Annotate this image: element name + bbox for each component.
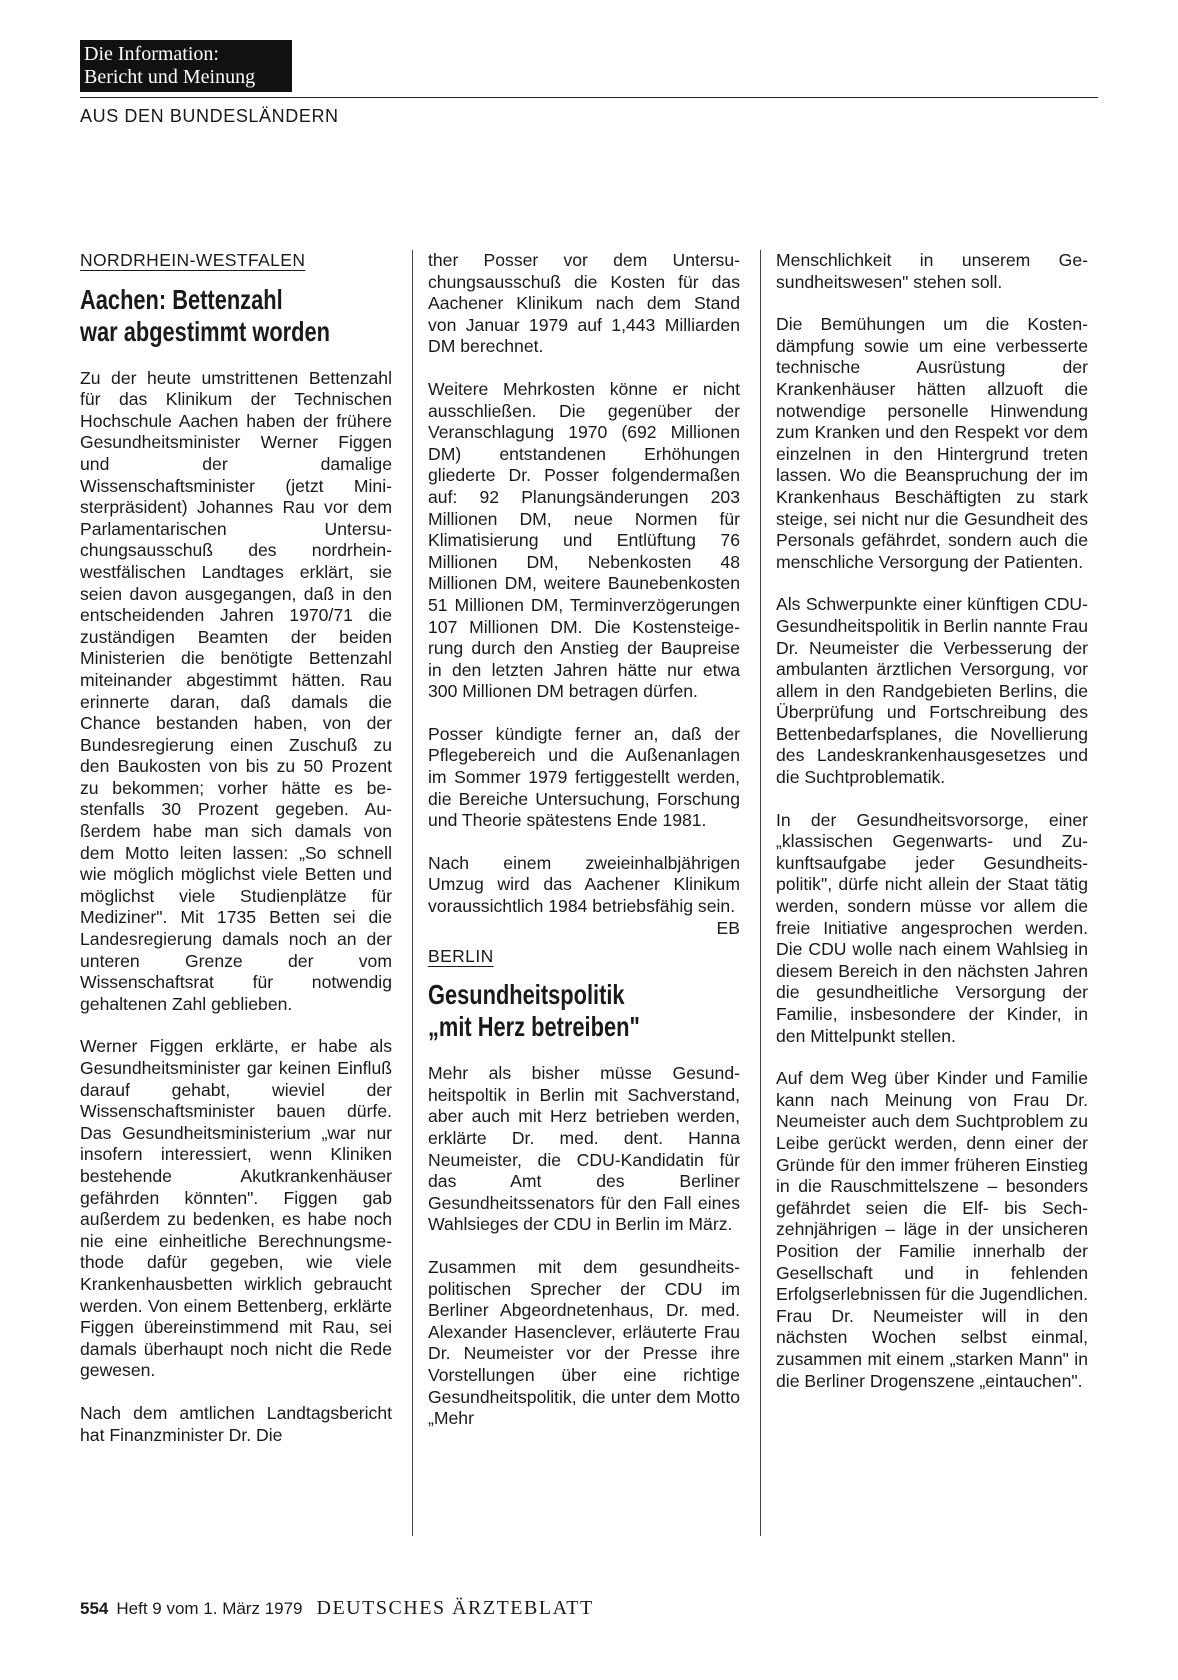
page-kicker: AUS DEN BUNDESLÄNDERN [80, 106, 339, 126]
page-number: 554 [80, 1599, 109, 1618]
article1-paragraph: Nach dem amtlichen Landtagsbericht hat Finanzminister Dr. Die [80, 1402, 392, 1445]
article2-paragraph: Menschlichkeit in unserem Gesundheitswesen" stehen soll. [776, 250, 1088, 292]
article2-paragraph: Die Bemühungen um die Kostendämpfung sowie um eine verbesserte technische Ausrüstung der Krankenhäuser hätten allzuoft die notwendige personelle Hinwendung zum Kranken und den Respekt vor dem einzelnen in den Hintergrund treten lassen. Wo die Beanspruchung der im Krankenhaus Beschäftigten zu stark steige, sei nicht nur die Gesundheit des Personals gefährdet, sondern auch die menschliche Versorgung der Patienten. [776, 314, 1088, 572]
article2-headline-line1: Gesundheitspolitik [428, 979, 625, 1011]
column-1 [80, 250, 392, 1467]
section-label-nrw: NORDRHEIN-WESTFALEN [80, 250, 306, 270]
column-2 [428, 250, 740, 1451]
article1-headline-line2: war abgestimmt worden [80, 315, 331, 347]
section-header-box [80, 40, 292, 92]
article2-paragraph: Auf dem Weg über Kinder und Familie kann nach Meinung von Frau Dr. Neumeister auch dem Suchtproblem zu Leibe gerückt werden, denn einer der Gründe für den immer früheren Einstieg in die Rauschmittelszene – besonders gefährdet seien die Elf- bis Sechzehnjährigen – läge in der unsicheren Position der Familie innerhalb der Gesellschaft und in fehlenden Erfolgserlebnissen für die Jugendlichen. Frau Dr. Neumeister will in den nächsten Wochen selbst einmal, zusammen mit einem „starken Mann" in die Berliner Drogenszene „eintauchen". [776, 1068, 1088, 1391]
article1-paragraph: Zu der heute umstrittenen Bettenzahl für das Klinikum der Technischen Hochschule Aachen haben der frühere Gesundheitsminister Werner Figgen und der damalige Wissenschaftsminister (jetzt Ministerpräsident) Johannes Rau vor dem Parlamentarischen Untersuchungsausschuß des nordrheinwestfälischen Landtages erklärt, sie seien davon ausgegangen, daß in den entscheidenden Jahren 1970/71 die zuständigen Beamten der beiden Ministerien die benötigte Bettenzahl miteinander abgestimmt hätten. Rau erinnerte daran, daß damals die Chance bestanden haben, von der Bundesregierung einen Zuschuß zu den Baukosten von bis zu 50 Prozent zu bekommen; vorher hätte es bestenfalls 30 Prozent gegeben. Außerdem habe man sich damals von dem Motto leiten lassen: „So schnell wie möglich möglichst viele Betten und möglichst viele Studienplätze für Mediziner". Mit 1735 Betten sei die Landesregierung damals noch an der unteren Grenze der vom Wissenschaftsrat für notwendig gehaltenen Zahl geblieben. [80, 367, 392, 1014]
column-3 [776, 250, 1088, 1413]
top-divider [80, 97, 1098, 98]
article2-paragraph: In der Gesundheitsvorsorge, einer „klassischen Gegenwarts- und Zukunftsaufgabe jeder Gesundheitspolitik", dürfe nicht allein der Staat tätig werden, sondern müsse vor allem die freie Initiative angesprochen werden. Die CDU wolle nach einem Wahlsieg in diesem Bereich in den nächsten Jahren die gesundheitliche Versorgung der Familie, insbesondere der Kinder, in den Mittelpunkt stellen. [776, 809, 1088, 1046]
article2-paragraph: Als Schwerpunkte einer künftigen CDU-Gesundheitspolitik in Berlin nannte Frau Dr. Neumeister die Verbesserung der ambulanten ärztlichen Versorgung, vor allem in den Randgebieten Berlins, die Überprüfung und Fortschreibung des Bettenbedarfsplanes, die Novellierung des Landeskrankenhausgesetzes und die Suchtproblematik. [776, 594, 1088, 788]
header-box-line1: Die Information: [84, 43, 219, 65]
article2-headline [428, 979, 740, 1043]
article1-paragraph: Posser kündigte ferner an, daß der Pflegebereich und die Außenanlagen im Sommer 1979 fertiggestellt werden, die Bereiche Untersuchung, Forschung und Theorie spätestens Ende 1981. [428, 723, 740, 831]
article2-paragraph: Zusammen mit dem gesundheitspolitischen Sprecher der CDU im Berliner Abgeordnetenhaus, Dr. med. Alexander Hasenclever, erläuterte Frau Dr. Neumeister vor der Presse ihre Vorstellungen über eine richtige Gesundheitspolitik, die unter dem Motto „Mehr [428, 1256, 740, 1429]
article1-paragraph: Werner Figgen erklärte, er habe als Gesundheitsminister gar keinen Einfluß darauf gehabt, wieviel der Wissenschaftsminister bauen dürfe. Das Gesundheitsministerium „war nur insofern interessiert, wenn Kliniken bestehende Akutkrankenhäuser gefährden könnten". Figgen gab außerdem zu bedenken, es habe noch nie eine einheitliche Berechnungsmethode dafür gegeben, wie viele Krankenhausbetten wirklich gebraucht werden. Von einem Bettenberg, erklärte Figgen übereinstimmend mit Rau, sei damals überhaupt noch nicht die Rede gewesen. [80, 1036, 392, 1381]
issue-info: Heft 9 vom 1. März 1979 [116, 1599, 303, 1618]
article2-headline-line2: „mit Herz betreiben" [428, 1011, 640, 1043]
article1-paragraph-text: Nach einem zweieinhalbjährigen Umzug wird das Aachener Klinikum voraussichtlich 1984 betriebsfähig sein. [428, 852, 740, 917]
article1-paragraph: Weitere Mehrkosten könne er nicht ausschließen. Die gegenüber der Veranschlagung 1970 (692 Millionen DM) entstandenen Erhöhungen gliederte Dr. Posser folgendermaßen auf: 92 Planungsänderungen 203 Millionen DM, neue Normen für Klimatisierung und Entlüftung 76 Millionen DM, Nebenkosten 48 Millionen DM, weitere Baunebenkosten 51 Millionen DM, Terminverzögerungen 107 Millionen DM. Die Kostensteigerung durch den Anstieg der Baupreise in den letzten Jahren hätte nur etwa 300 Millionen DM betragen dürfen. [428, 378, 740, 702]
article1-paragraph: ther Posser vor dem Untersuchungsausschuß die Kosten für das Aachener Klinikum nach dem Stand von Januar 1979 auf 1,443 Milliarden DM berechnet. [428, 250, 740, 357]
column-divider-1 [412, 250, 413, 1536]
article2-paragraph: Mehr als bisher müsse Gesundheitspoltik in Berlin mit Sachverstand, aber auch mit Herz betrieben werden, erklärte Dr. med. dent. Hanna Neumeister, die CDU-Kandidatin für das Amt des Berliner Gesundheitssenators für den Fall eines Wahlsieges der CDU in Berlin im März. [428, 1063, 740, 1235]
article1-headline-line1: Aachen: Bettenzahl [80, 283, 283, 315]
article1-signature: EB [716, 917, 740, 938]
section-label-berlin: BERLIN [428, 945, 494, 966]
page-footer [80, 1597, 594, 1620]
article1-headline [80, 284, 392, 348]
column-divider-2 [760, 250, 761, 1536]
article1-paragraph-last [428, 852, 740, 938]
header-box-line2: Bericht und Meinung [84, 66, 256, 88]
journal-title: DEUTSCHES ÄRZTEBLATT [316, 1597, 594, 1619]
